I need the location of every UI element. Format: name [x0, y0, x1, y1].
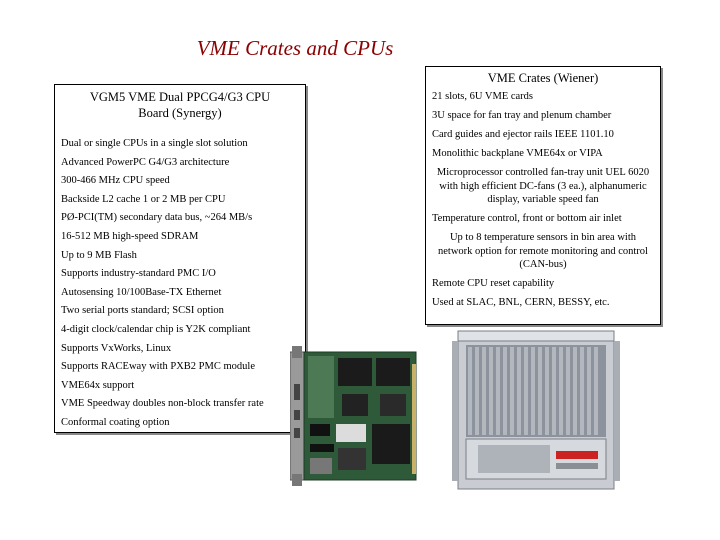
crate-feature-item: Temperature control, front or bottom air inlet: [432, 213, 622, 224]
crate-feature-list: [432, 90, 654, 310]
vme-crate-photo: [448, 327, 624, 495]
cpu-feature-item: Conformal coating option: [61, 416, 170, 428]
cpu-feature-item: Dual or single CPUs in a single slot solution: [61, 138, 248, 149]
cpu-feature-item: PØ-PCI(TM) secondary data bus, ~264 MB/s: [61, 212, 253, 224]
cpu-feature-item: Autosensing 10/100Base-TX Ethernet: [61, 286, 222, 298]
page-title: VME Crates and CPUs: [196, 36, 394, 60]
cpu-board-panel: [54, 84, 306, 433]
cpu-feature-item: Supports RACEway with PXB2 PMC module: [61, 361, 255, 373]
cpu-feature-list: [61, 135, 299, 433]
crate-feature-item: Up to 8 temperature sensors in bin area with network option for remote monitoring and control (CAN-bus): [438, 232, 648, 270]
cpu-feature-item: Up to 9 MB Flash: [61, 249, 137, 261]
cpu-feature-item: Supports VxWorks, Linux: [61, 342, 172, 354]
cpu-feature-item: VME64x support: [61, 379, 135, 391]
cpu-feature-item: Supports industry-standard PMC I/O: [61, 268, 216, 280]
cpu-feature-item: 300-466 MHz CPU speed: [61, 175, 170, 187]
crate-feature-item: Used at SLAC, BNL, CERN, BESSY, etc.: [432, 297, 610, 308]
crate-feature-item: Microprocessor controlled fan-tray unit UEL 6020 with high efficient DC-fans (3 ea.), alphanumeric display, variable speed fan: [436, 167, 650, 205]
cpu-board-title-line1: VGM5 VME Dual PPCG4/G3 CPU: [89, 90, 271, 104]
cpu-feature-item: 4-digit clock/calendar chip is Y2K compliant: [61, 323, 251, 335]
cpu-board-title: [61, 89, 299, 121]
vme-crate-title: VME Crates (Wiener): [487, 71, 599, 85]
crate-feature-item: 21 slots, 6U VME cards: [432, 91, 534, 102]
crate-feature-item: Remote CPU reset capability: [432, 278, 555, 289]
crate-feature-item: 3U space for fan tray and plenum chamber: [432, 110, 612, 121]
cpu-feature-item: 16-512 MB high-speed SDRAM: [61, 230, 199, 242]
cpu-feature-item: Backside L2 cache 1 or 2 MB per CPU: [61, 193, 226, 205]
cpu-feature-item: Advanced PowerPC G4/G3 architecture: [61, 156, 230, 168]
cpu-board-photo: [290, 344, 420, 490]
cpu-feature-item: VME Speedway doubles non-block transfer rate: [61, 398, 264, 410]
crate-feature-item: Card guides and ejector rails IEEE 1101.10: [432, 129, 614, 140]
cpu-board-title-line2: Board (Synergy): [138, 106, 222, 120]
cpu-feature-item: Two serial ports standard; SCSI option: [61, 305, 224, 317]
crate-feature-item: Monolithic backplane VME64x or VIPA: [432, 148, 603, 159]
vme-crate-panel: [425, 66, 661, 325]
